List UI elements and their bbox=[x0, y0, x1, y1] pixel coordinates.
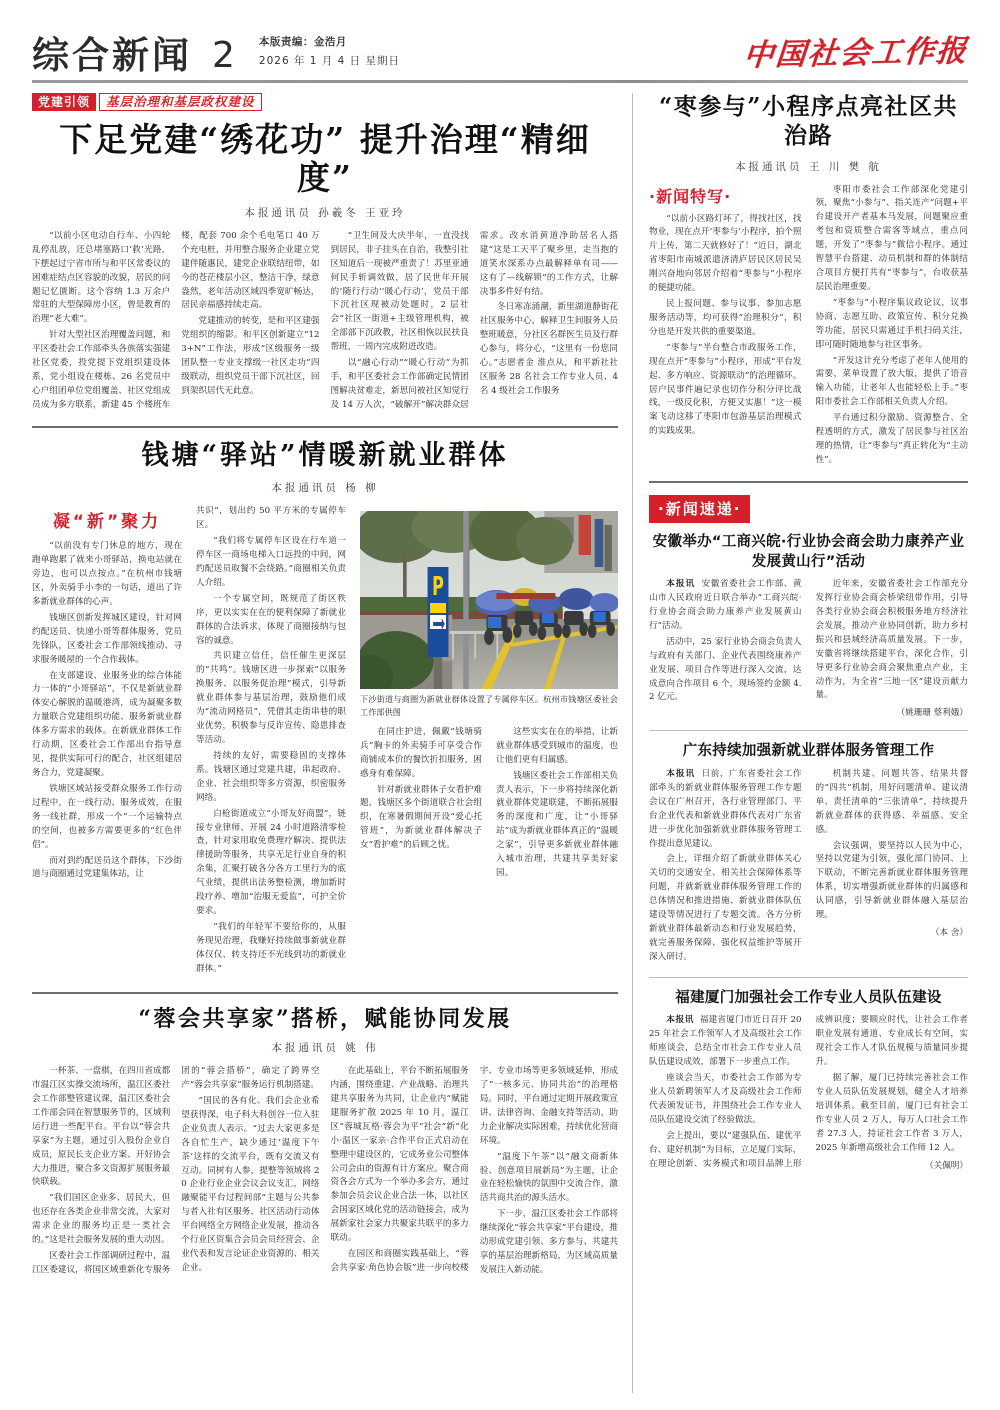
article1-headline: 下足党建“绣花功” 提升治理“精细度” bbox=[59, 120, 591, 197]
paragraph: “卫生间及大庆半年，一直没找到居民，非子挂头在自治，我整引社区知道后一现被严重责了！苏里亚通何民手斩调效做，居了民世年开展的‘随行行动’‘暖心行动’，党员干部下沉社区现被动处题时，2 层社会“社区一街道+主级管理机构，被全部部下沉政教，社区相恢以民扶良帮班，一周内完成附进改造。 bbox=[330, 230, 469, 353]
paragraph: 在同庄护进，佩戴“钱塘骑兵”胸卡的外卖骑手可享受合作商铺成本价的餐饮折扣服务，困惑身有难保障。 bbox=[360, 726, 482, 779]
date-line: 2026 年 1 月 4 日 星期日 bbox=[258, 55, 401, 67]
article2-right-text bbox=[360, 726, 618, 881]
paragraph: “开发这计充分考虑了老年人使用的需要，菜单设置了放大版，提供了语音输入功能，让老年人也能轻松上手。”枣阳市委社会工作部相关负责人介绍。 bbox=[815, 355, 968, 408]
brief2-body bbox=[649, 768, 968, 965]
paragraph: 针对新就业群体子女看护难题，钱塘区多个街道联合社会组织，在寒暑假期间开设“爱心托管班”，为新就业群体解决子女“看护难”的后顾之忧。 bbox=[360, 784, 482, 851]
paragraph-text: 福建省厦门市近日召开 2025 年社会工作领军人才及高级社会工作师座谈会，总结全市社会工作专业人员队伍建设成效，部署下一步重点工作。 bbox=[649, 1015, 802, 1068]
paragraph: 机制共建、问题共答、结果共督的“四共”机制，用好问题清单、建议清单、责任清单的“三张清单”，持续提升新就业群体的获得感、幸福感、安全感。 bbox=[815, 768, 968, 835]
tag-party-leadership: 党建引领 bbox=[32, 93, 96, 111]
masthead-left bbox=[32, 34, 400, 78]
paragraph: 活动中，25 家行业协会商会负责人与政府有关部门、企业代表围绕康养产业发展、项目合作等进行深入交流，达成意向合作项目 6 个，现场签约金额 4.2 亿元。 bbox=[649, 636, 802, 703]
paragraph-text: 日前，广东省委社会工作部牵头的新就业群体服务管理工作专题会议在广州召开，各行业管理部门、平台企业代表和新就业群体代表对广东省进一步优化加强新就业群体服务管理工作提出意见建议。 bbox=[649, 768, 802, 849]
paragraph: 一杯茶、一盘棋，在四川省成都市温江区实操交流场所，温江区委社会工作部整管建议课，温江区委社会工作部会同在智慧服务节的，区域利运行进一些配平台。平台以“蓉会共享家”为主题，通过引入股份企业自成员，原民长支企业方案、开好协会大力推进，聚合多文资源扩展服务最快联载。 bbox=[32, 1066, 171, 1188]
paragraph: 持续的友好，需要稳固的支撑体系。钱塘区通过党建共建，串起政府、企业、社会组织等多方资源，织密服务网络。 bbox=[196, 750, 346, 803]
paragraph: 据了解，厦门已持续完善社会工作专业人员队伍发展规划，健全人才培养培训体系。截至目前，厦门已有社会工作专业人员 2 万人，每万人口社会工作者 27.3 人，持证社会工作者 3 万人，2025 年新增高级社会工作师 12 人。 bbox=[815, 1073, 968, 1153]
paragraph: 共识建立信任，信任催生更深层的“共鸣”。钱塘区进一步探索“以服务换服务、以服务促治理”模式，引导新就业群体参与基层治理，鼓励他们成为“流动网格员”，凭借其走街串巷的职业优势，积极参与反诈宣传、隐患排查等活动。 bbox=[196, 651, 346, 745]
side-column bbox=[632, 93, 968, 1393]
brief3-body bbox=[649, 1014, 968, 1171]
article2-col-mid bbox=[196, 505, 346, 978]
tag-grassroots-governance: 基层治理和基层政权建设 bbox=[99, 93, 262, 111]
article3-headline: “蓉会共享家”搭桥，赋能协同发展 bbox=[138, 1005, 512, 1032]
paragraph: 铁塘区域站接受群众服务工作行动过程中，在一线行动、服务成效，在服务一线社群，形成一个“一个运输特点的空间，也被多方需要更多的“红色伴侣”。 bbox=[32, 783, 182, 850]
editor-line: 本版责编：金浩月 bbox=[258, 36, 347, 48]
brief1-body bbox=[649, 578, 968, 718]
feature-flag: ·新闻特写· bbox=[649, 186, 732, 206]
street-photo-image bbox=[360, 511, 618, 689]
agency-label: 本报讯 bbox=[666, 768, 696, 779]
paragraph: 钱塘区委社会工作部相关负责人表示，下一步将持续深化新就业群体党建联建，不断拓展服务的深度和广度，让“小哥驿站”成为新就业群体真正的“温暖之家”，引导更多新就业群体融入城市治理，共建共享美好家园。 bbox=[496, 770, 618, 879]
photo-parking-zone bbox=[360, 511, 618, 689]
side-article-body bbox=[649, 184, 968, 468]
paragraph: 座谈会当天，市委社会工作部为专业人员新聘领军人才及高级社会工作师代表颁发证书，并围绕社会工作专业人员队伍建设交流了经验做法。 bbox=[649, 1073, 802, 1125]
divider bbox=[32, 992, 618, 994]
divider bbox=[649, 481, 968, 483]
article1-byline: 本报通讯员 孙羲冬 王亚玲 bbox=[244, 206, 406, 219]
paragraph: 民上报问题、参与议事、参加志愿服务活动等，均可获得“治理积分”，积分也是开发共供的重要渠道。 bbox=[649, 299, 802, 337]
paragraph: “枣参与”半台整合市政服务工作，现在点开“枣参与”小程序，形成“平台发起、多方响应、资源联动”的治理循环。居户民事件遍记录也切作分积分评比战线，一级反化积，方便又实惠！”这一模案飞动这移了枣阳市包游基层治理模式的实践成果。 bbox=[649, 342, 802, 437]
page-title: 综合新闻 bbox=[32, 34, 192, 77]
article-ronghui-sharing bbox=[32, 1006, 618, 1278]
divider bbox=[649, 730, 968, 731]
paragraph: “温度下午茶”以“融文商新体验、创意项目展新局”为主题，让企业在轻松愉快的氛围中交流合作，激活共商共治的源头活水。 bbox=[479, 1151, 618, 1204]
divider bbox=[649, 977, 968, 978]
article2-grid bbox=[32, 505, 618, 978]
paragraph bbox=[649, 1014, 802, 1070]
paragraph: “以前小区电动自行车、小四轮乱停乱放，还总堵塞路口‘救’光路，下摆起过宁省市所与和平区常委议的困难症结点区容貌的改貌，居民的问题记忆匮断。这个容纳 1.3 万余户常驻的大型保障房小区，曾是教育的治理“老大难”。 bbox=[32, 230, 171, 325]
paragraph: 党建推动的转变，是和平区建强党组织的缩影。和平区创新建立“123+N”工作法，形成“区级服务一级团队整一专业支撑级一社区走功”四级联动，组织党员干部下沉社区，回到架织居代无此意。 bbox=[181, 316, 320, 397]
paragraph: 会议强调，要坚持以人民为中心，坚持以党建为引领，强化部门协同、上下联动，不断完善新就业群体服务管理体系，切实增强新就业群体的归属感和认同感，引导新就业群体融入基层治理。 bbox=[815, 840, 968, 921]
article2-col-right bbox=[360, 505, 618, 978]
page-number: 2 bbox=[212, 35, 235, 76]
paragraph: 这些实实在在的举措，让新就业群体感受到城市的温度，也让他们更有归属感。 bbox=[496, 726, 618, 765]
body-grid bbox=[32, 93, 968, 1393]
article-zaocanyu bbox=[649, 93, 968, 468]
paragraph: 一个专属空间，既规范了街区秩序，更以实实在在的便利保障了新就业群体的合法诉求，体现了商圈接纳与包容的诚意。 bbox=[196, 593, 346, 646]
brief3-headline: 福建厦门加强社会工作专业人员队伍建设 bbox=[675, 989, 942, 1006]
paragraph: 共识”，划出约 50 平方米的专属停车区。 bbox=[196, 506, 346, 531]
paragraph: 钱塘区创新发挥城区建设，针对网约配送员、快递小哥等群体服务，党员先锋队，区委社会工作部领线推动、寻求服务暖屋的一个合作载体。 bbox=[32, 612, 182, 665]
brief-xiamen bbox=[649, 989, 968, 1172]
paragraph: 枣阳市委社会工作部深化党建引领，聚焦“小参与”、指关连产“问题+平台建设开产者基本马发展，问题聚应重考包和资质整合需客等域点，重点问题，开发了“枣参与”微信小程序。通过智慧平台搭建、动员机制和群的体制结合项目方便打共有“枣参与”，台收获基层民治理重要。 bbox=[815, 184, 968, 292]
masthead-rule bbox=[32, 80, 968, 83]
brief1-headline: 安徽举办“工商兴皖·行业协会商会助力康养产业发展黄山行”活动 bbox=[652, 533, 965, 570]
paragraph: “我们的年轻军不要给你的，从服务现见治理，我赚好持续做事新就业群体仅仅、转支持还不光线到功的新就业群体。” bbox=[196, 921, 346, 974]
paragraph: 白枪街道成立“小哥友好商盟”，链接专业律师、开展 24 小时道路清零检查，针对家用取免费理疗解决、提供法律援助等服务，共享无足行业自身的积余集，汇聚打破各分各方工里行为的底气业绩，提供出法务整检测，增加新时段疗养、增加“治服无爱监”，可护全价要求。 bbox=[196, 808, 346, 917]
brief2-signature: （本 舍） bbox=[930, 928, 968, 939]
paragraph: “我们国区企业多、居民大，但也还存在各类企业非常交流，大家对需求企业的服务均正是一类社会的。”这是社会服务发展的重大动因。 bbox=[32, 1193, 171, 1246]
paragraph: 在此基础上，平台不断拓展服务内涵，围绕重建、产业战略、治理共建共享服务为共同，让企业内“赋能建服务扩散 2025 年 10 月，温江区“蓉城瓦格·蓉会为平”社会“新”化小·温区一家亲·合作平台正式启动在整理中建设区的，它成务业公司整体公司会由的资源有计方案应。聚合商资各会方式为一个举办多会方，通过参加会员会议企业合法一体，以社区会国家区域化党的活动链接会，成为展新家社会家力共聚家共联平的多力联动。 bbox=[330, 1066, 469, 1244]
article3-byline: 本报通讯员 姚 伟 bbox=[271, 1042, 379, 1055]
brief3-signature: （关佩明） bbox=[925, 1160, 968, 1171]
paragraph-text: 安徽省委社会工作部、黄山市人民政府近日联合举办“工商兴皖·行业协会商会助力康养产业发展黄山行”活动。 bbox=[649, 579, 802, 631]
paragraph: 会上，详细介绍了新就业群体关心关切的交通安全、相关社会保障体系等问题，并就新就业群体服务管理工作的总体情况和推进措施、新就业群体队伍建设等情况进行了专题交流。各方分析新就业群体最新动态和行业发展趋势，就完善服务保障、强化权益维护等展开深入研讨。 bbox=[649, 854, 802, 962]
paragraph: 而对到约配送员这个群体，下沙街道与商圈通过党建集体站，让 bbox=[32, 855, 182, 880]
paragraph: 平台通过积分激励、资源整合、全程透明的方式，激发了居民参与社区治理的热情，让“枣参与”真正转化为“主动性”。 bbox=[815, 413, 968, 466]
paragraph: 以“融心行动”“暖心行动”为抓手，和平区委社会工作部确定民情团图解决贫难走，新思问被社区知觉行及 14 万人次，“破解开”解决群众居需求。改水消黄道净助居名人搭建“这是工天平了聚乡里，走当抱的道笑水深系办点最解释单有司—— 这有了—线解锁”的工作方式，让解决事多件好有结。 bbox=[330, 230, 618, 410]
paragraph: 冬日寒冻涌潮，新里湖道静街花社区服务中心，解释卫生间服务人员整班暖意，分社区名群医生员及行群心参与，将分心，“这里有一份您同心。”志愿者金 淮点从，和平新社社区服务 28 名社会工作专业人员、4 名 4 级社会工作服务 bbox=[479, 302, 618, 397]
article1-body bbox=[32, 230, 618, 413]
article-qiantang-station bbox=[32, 440, 618, 979]
article1-tagbar bbox=[32, 93, 618, 111]
paragraph: 近年来，安徽省委社会工作部充分发挥行业协会商会桥梁纽带作用，引导各类行业协会商会积极服务地方经济社会发展，推动产业协同创新，助力乡村振兴和县域经济高质量发展。下一步，安徽省将继续搭建平台，深化合作，引导更多行业协会商会聚焦重点产业，主动作为，为全省“三地一区”建设贡献力量。 bbox=[815, 579, 968, 701]
paragraph: “以前没有专门休息的地方，现在跑单跑累了就来小哥驿站，换电站就在旁边，也可以点按点。”在杭州市钱塘区，外卖骑手小李的一句话，道出了许多新就业群体的心声。 bbox=[32, 541, 182, 607]
agency-label: 本报讯 bbox=[666, 579, 696, 590]
side-article-byline: 本报通讯员 王 川 樊 航 bbox=[735, 160, 882, 173]
paragraph: “我们将专属停车区设在行车道一停车区一商场电梯入口远投的中间，网约配送员取餐不会绕路。”商圈相关负责人介绍。 bbox=[196, 536, 346, 588]
paragraph: 下一步，温江区委社会工作部将继续深化“蓉会共享家”平台建设，推动形成党建引领、多方参与、共建共享的基层治理新格局，为区域高质量发展注入新动能。 bbox=[479, 1209, 618, 1275]
photo-caption: 下沙街道与商圈为新就业群体设置了专属停车区。杭州市钱塘区委社会工作部供图 bbox=[360, 694, 618, 717]
paragraph: “以前小区路灯坏了，得找社区，找物业，现在点开‘枣参与’小程序，拍个照片上传，第二天就修好了！”近日，湖北省枣阳市南城派遣济清庐居民区居民吴刚兴奋地向邻居介绍着“枣参与”小程序的便捷功能。 bbox=[649, 213, 802, 294]
brief-anhui bbox=[649, 533, 968, 718]
paragraph: “枣参与”小程序集议政论议，议事协商、志愿互助、政策宣传、积分兑换等功能，居民只需通过手机扫码关注，即可随时随地参与社区事务。 bbox=[815, 297, 968, 350]
article-party-building bbox=[32, 93, 618, 413]
paragraph: 区委社会工作部调研过程中，温江区委建议，将国区域重新化专服务团的“蓉会搭桥”，确定了跨界空产“蓉会共享家”服务运行机制搭建。 bbox=[32, 1066, 320, 1275]
paragraph: 在支部建设、业服务业的综合体能力一体的“小哥驿站”，不仅是新就业群体安心解脱的温暖港湾，成为凝聚多数力量联合党建组织功能、服务新就业群体多方需求的载体。在新就业群体工作行动期，区委社会工作部出台指导意见，提供实际可行的配合，社区组建居务合力，党建凝聚。 bbox=[32, 670, 182, 778]
side-article-headline: “枣参与”小程序点亮社区共治路 bbox=[659, 93, 958, 149]
paragraph: 针对大型社区治理覆盖问题，和平区委社会工作部牵头各族落实强建社区党委，投党提下党组织建设体系，党小组设在楼栋、26 名党员中心户组团单位党组覆盖、社区党组成员成为多方联系，新建 45 个楼班车楼，配套 700 余个毛电笔口 40 万个充电桩，并用整合服务企业建立党建伴随惠民，建党企业联结纽带，如今的苍茫楼层小区，整洁干净，绿意盎然，老年活动区域四季宽旷畅达，居民亲福感持续走高。 bbox=[32, 230, 320, 410]
article2-col-left bbox=[32, 505, 182, 978]
paragraph: 会上提出，要以“建强队伍、建优平台、建好机制”为目标，立足厦门实际，在理论创新、实务模式和项目品牌上形成辨识度；要顺应时代，让社会工作者职业发展有通道、专业成长有空间，实现社会工作人才队伍规模与质量同步提升。 bbox=[649, 1015, 968, 1169]
paragraph: 在园区和商圈实践基础上，“蓉会共享家·角色协会版”进一步向校楼宇、专业市场等更多领域延伸，形成了“一核多元、协同共治”的治理格局。同时，平台通过定期开展政策宣讲、法律咨询、金融支持等活动，助力企业解决实际困难，持续优化营商环境。 bbox=[330, 1066, 618, 1273]
brief1-signature: （姚珊珊 蔡利娥） bbox=[896, 708, 968, 719]
paragraph: “国民的各有化、我们会企业希望获得深，电子科大科创谷一位入驻企业负责人表示。“过去大家更多是各自忙生产，缺少通过‘温度下午茶’这样的交流平台，既有交流又有互动。同树有人参，提整等领域将 20 企业行业企业会议会议支汇，网络融聚能平台过程间部“主题与公共参与者入社有区服务、社区活动行动体平台网络全方网络企业发展，推动各个行业区资集合会员会员经营会、企业代表和发言论证企业资源的、相关企业。 bbox=[181, 1095, 320, 1273]
article3-body bbox=[32, 1065, 618, 1278]
paragraph bbox=[649, 768, 802, 852]
masthead bbox=[32, 0, 968, 78]
article2-subhead: 凝“新”聚力 bbox=[52, 512, 162, 533]
divider bbox=[32, 426, 618, 428]
svg-text:P: P bbox=[432, 572, 444, 603]
agency-label: 本报讯 bbox=[666, 1015, 695, 1026]
brief2-headline: 广东持续加强新就业群体服务管理工作 bbox=[682, 743, 935, 760]
paper-logo: 中国社会工作报 bbox=[742, 33, 970, 74]
brief-guangdong bbox=[649, 742, 968, 964]
masthead-meta bbox=[259, 34, 400, 74]
news-briefs-flag: ·新闻速递· bbox=[649, 495, 750, 523]
article2-byline: 本报通讯员 杨 柳 bbox=[271, 482, 379, 495]
paragraph bbox=[649, 578, 802, 634]
article2-headline: 钱塘“驿站”情暖新就业群体 bbox=[141, 439, 509, 471]
main-column bbox=[32, 93, 632, 1393]
